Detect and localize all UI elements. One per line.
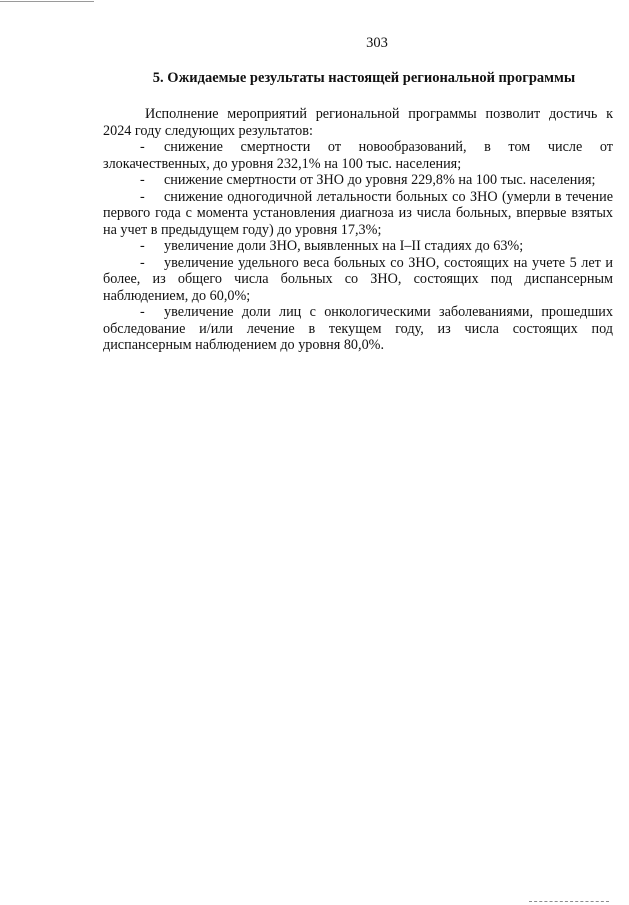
result-item (103, 172, 613, 189)
intro-paragraph: Исполнение мероприятий региональной программы позволит достичь к 2024 году следующих результатов: (103, 106, 613, 139)
bullet-dash: - (140, 304, 145, 320)
section-heading: 5. Ожидаемые результаты настоящей региональной программы (152, 70, 576, 86)
result-item (103, 304, 613, 354)
page-number: 303 (366, 35, 388, 51)
bullet-dash: - (140, 188, 145, 205)
result-item (103, 238, 613, 255)
bullet-dash: - (140, 254, 145, 271)
result-item-text: снижение смертности от ЗНО до уровня 229,8% на 100 тыс. населения; (164, 172, 596, 188)
result-item-text: увеличение доли ЗНО, выявленных на I–II стадиях до 63%; (164, 238, 524, 254)
result-item-text: увеличение доли лиц с онкологическими заболеваниями, прошедших обследование и/или лечение в текущем году, из числа состоящих под диспансерным наблюдением до уровня 80,0%. (103, 304, 613, 353)
result-item (103, 255, 613, 305)
bullet-dash: - (140, 172, 145, 188)
document-body (103, 106, 613, 354)
result-item (103, 189, 613, 239)
result-item (103, 139, 613, 172)
result-item-text: увеличение удельного веса больных со ЗНО, состоящих на учете 5 лет и более, из общего числа больных со ЗНО, состоящих под диспансерным наблюдением, до 60,0%; (103, 254, 613, 304)
scan-artifact-line (529, 901, 609, 902)
scan-artifact-line (0, 1, 94, 2)
bullet-dash: - (140, 238, 145, 254)
bullet-dash: - (140, 139, 145, 155)
result-item-text: снижение одногодичной летальности больных со ЗНО (умерли в течение первого года с момента установления диагноза из числа больных, впервые взятых на учет в предыдущем году) до уровня 17,3%; (103, 188, 613, 238)
result-item-text: снижение смертности от новообразований, в том числе от злокачественных, до уровня 232,1% на 100 тыс. населения; (103, 139, 613, 172)
